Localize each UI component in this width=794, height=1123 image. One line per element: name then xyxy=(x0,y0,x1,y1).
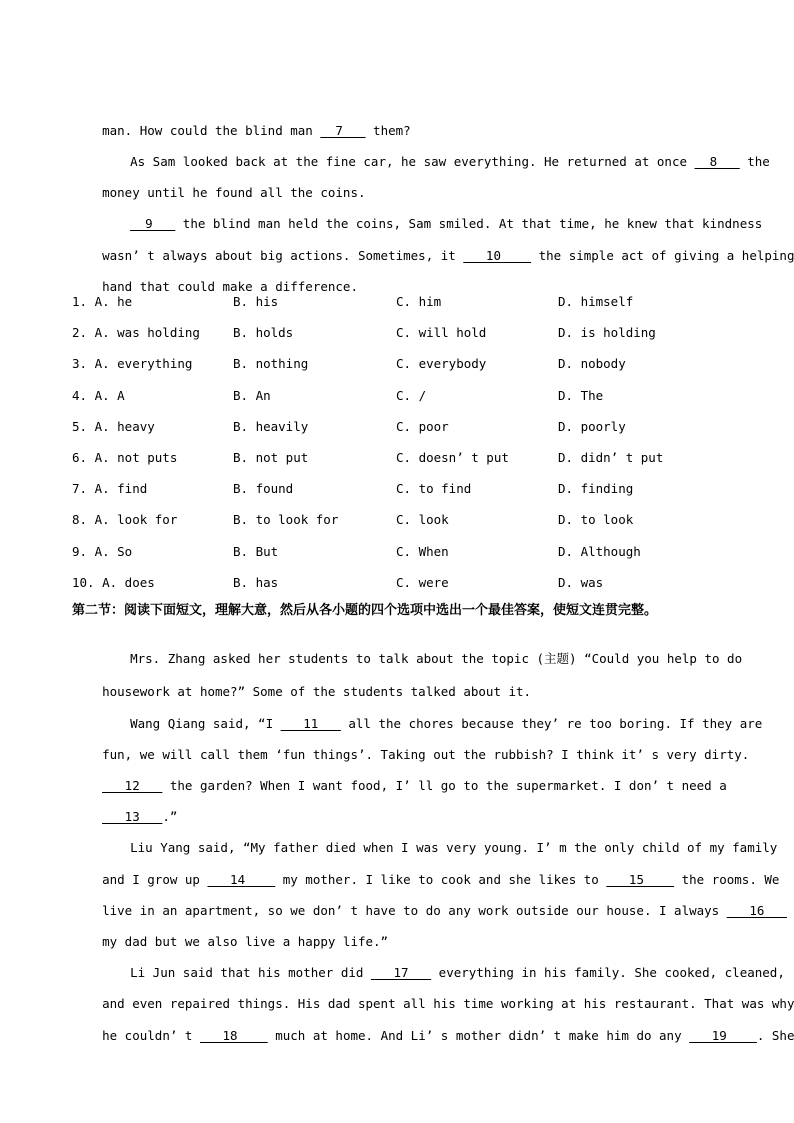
passage-line: he couldn’ t ___18____ much at home. And Li’ s mother didn’ t make him do any ___19____. She xyxy=(102,1028,794,1043)
blank-10: ___10____ xyxy=(463,248,532,263)
blank-12: ___12___ xyxy=(102,778,163,793)
option-row: 10. A. does B. has C. were D. was xyxy=(72,575,604,590)
option-row: 2. A. was holding B. holds C. will hold D. is holding xyxy=(72,325,656,340)
option-row: 4. A. A B. An C. / D. The xyxy=(72,388,604,403)
passage-line: fun, we will call them ‘fun things’. Taking out the rubbish? I think it’ s very dirty. xyxy=(102,747,750,762)
section-heading: 第二节：阅读下面短文，理解大意，然后从各小题的四个选项中选出一个最佳答案，使短文连贯完整。 xyxy=(72,603,658,618)
passage-line: Liu Yang said, “My father died when I was very young. I’ m the only child of my family xyxy=(130,840,778,855)
passage-line: __9___ the blind man held the coins, Sam smiled. At that time, he knew that kindness xyxy=(130,216,763,231)
blank-19: ___19____ xyxy=(689,1028,757,1043)
passage-line: and I grow up ___14____ my mother. I like to cook and she likes to ___15____ the rooms. We xyxy=(102,872,780,887)
blank-8: __8___ xyxy=(694,154,740,169)
blank-15: ___15____ xyxy=(606,872,675,887)
passage-line: my dad but we also live a happy life.” xyxy=(102,934,389,949)
passage-line: live in an apartment, so we don’ t have to do any work outside our house. I always ___16___ xyxy=(102,903,787,918)
blank-7: __7___ xyxy=(320,123,366,138)
passage-line: ___13___.” xyxy=(102,809,178,824)
option-row: 6. A. not puts B. not put C. doesn’ t put D. didn’ t put xyxy=(72,450,664,465)
passage-line: As Sam looked back at the fine car, he saw everything. He returned at once __8___ the xyxy=(130,154,770,169)
passage-line: money until he found all the coins. xyxy=(102,185,366,200)
option-row: 1. A. he B. his C. him D. himself xyxy=(72,294,634,309)
passage-line: Wang Qiang said, “I ___11___ all the chores because they’ re too boring. If they are xyxy=(130,716,763,731)
blank-11: ___11___ xyxy=(280,716,341,731)
passage-line: Li Jun said that his mother did ___17___ everything in his family. She cooked, cleaned, xyxy=(130,965,785,980)
blank-18: ___18____ xyxy=(199,1028,268,1043)
blank-14: ___14____ xyxy=(207,872,276,887)
blank-17: ___17___ xyxy=(370,965,432,980)
blank-9: __9___ xyxy=(130,216,176,231)
passage-line: man. How could the blind man __7___ them? xyxy=(102,123,411,138)
passage-line: hand that could make a difference. xyxy=(102,279,358,294)
blank-13: ___13___ xyxy=(102,809,163,824)
blank-16: ___16___ xyxy=(726,903,787,918)
option-row: 5. A. heavy B. heavily C. poor D. poorly xyxy=(72,419,626,434)
passage-line: housework at home?” Some of the students talked about it. xyxy=(102,684,532,699)
option-row: 3. A. everything B. nothing C. everybody D. nobody xyxy=(72,356,626,371)
passage-line: and even repaired things. His dad spent all his time working at his restaurant. That was why xyxy=(102,996,794,1011)
passage-line: ___12___ the garden? When I want food, I’ ll go to the supermarket. I don’ t need a xyxy=(102,778,727,793)
passage-line: wasn’ t always about big actions. Sometimes, it ___10____ the simple act of giving a helping xyxy=(102,248,794,263)
option-row: 8. A. look for B. to look for C. look D. to look xyxy=(72,512,634,527)
passage-line: Mrs. Zhang asked her students to talk about the topic (主题) “Could you help to do xyxy=(130,651,743,666)
option-row: 7. A. find B. found C. to find D. finding xyxy=(72,481,634,496)
option-row: 9. A. So B. But C. When D. Although xyxy=(72,544,641,559)
